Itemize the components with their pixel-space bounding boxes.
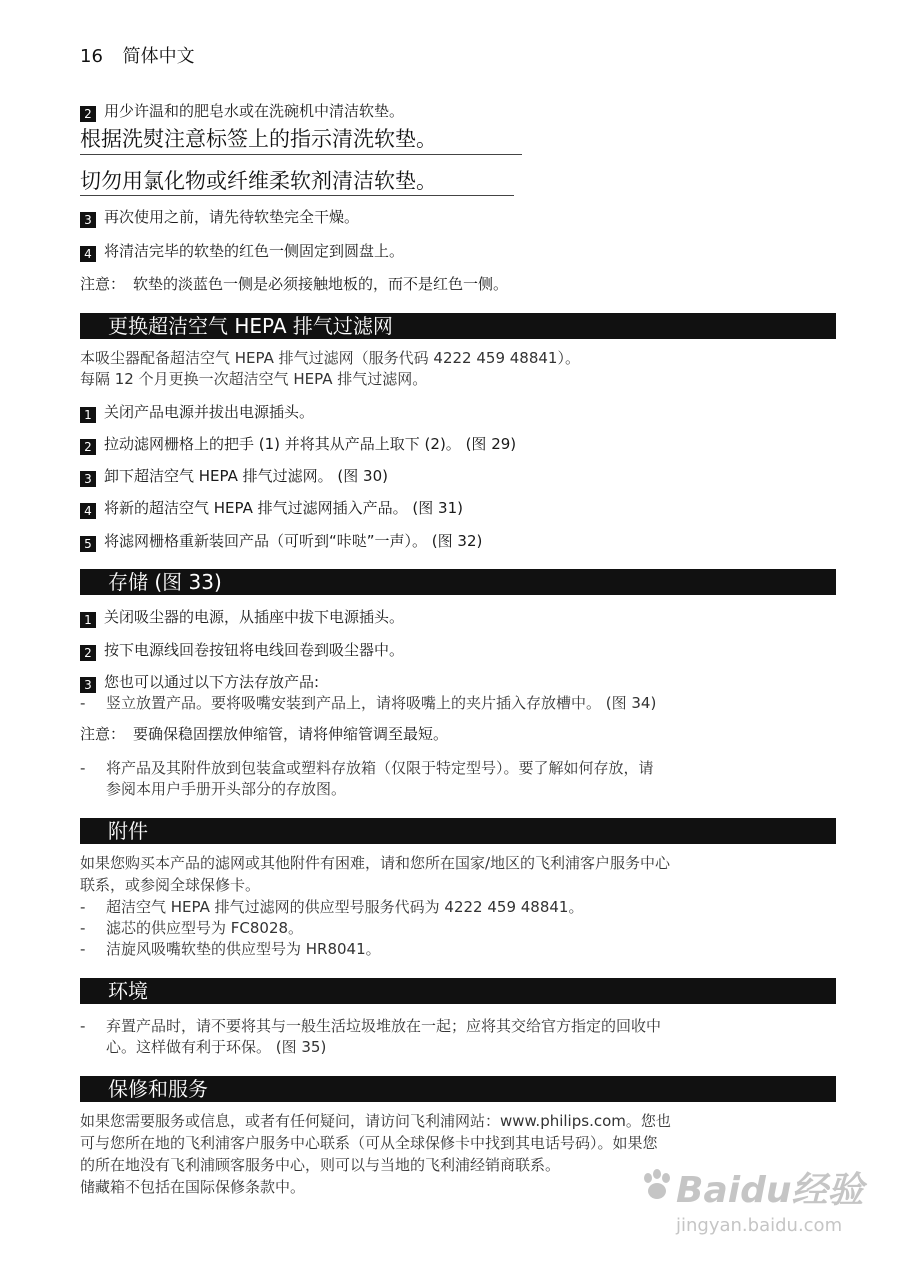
bullet-dash: - bbox=[80, 898, 86, 916]
storage-bullet-2-line-1: 将产品及其附件放到包装盒或塑料存放箱（仅限于特定型号）。要了解如何存放，请 bbox=[106, 759, 654, 777]
watermark-logo-text: Baidu经验 bbox=[676, 1170, 864, 1211]
storage-bullet-1: 竖立放置产品。要将吸嘴安装到产品上，请将吸嘴上的夹片插入存放槽中。 (图 34) bbox=[106, 694, 657, 712]
hepa-step-3 bbox=[80, 466, 388, 487]
step-text: 卸下超洁空气 HEPA 排气过滤网。 (图 30) bbox=[104, 467, 388, 485]
step-number: 2 bbox=[80, 645, 96, 661]
step-text: 关闭产品电源并拔出电源插头。 bbox=[104, 403, 315, 421]
hepa-intro-1: 本吸尘器配备超洁空气 HEPA 排气过滤网（服务代码 4222 459 48841）。 bbox=[80, 349, 580, 367]
step-text: 将滤网栅格重新装回产品（可听到“咔哒”一声）。 (图 32) bbox=[104, 532, 483, 550]
hepa-step-1 bbox=[80, 402, 314, 423]
accessories-intro-1: 如果您购买本产品的滤网或其他附件有困难，请和您所在国家/地区的飞利浦客户服务中心 bbox=[80, 854, 671, 872]
step-number: 2 bbox=[80, 439, 96, 455]
step-number: 1 bbox=[80, 407, 96, 423]
warranty-line-1: 如果您需要服务或信息，或者有任何疑问，请访问飞利浦网站：www.philips.com。您也 bbox=[80, 1112, 671, 1130]
warranty-line-4: 储藏箱不包括在国际保修条款中。 bbox=[80, 1178, 306, 1196]
step-text: 按下电源线回卷按钮将电线回卷到吸尘器中。 bbox=[104, 641, 405, 659]
storage-step-3 bbox=[80, 672, 319, 693]
accessory-item: 超洁空气 HEPA 排气过滤网的供应型号服务代码为 4222 459 48841。 bbox=[106, 898, 584, 916]
note-label: 注意： bbox=[80, 725, 126, 743]
cleaning-note bbox=[80, 274, 508, 295]
section-title-environment: 环境 bbox=[80, 978, 836, 1004]
step-text: 关闭吸尘器的电源，从插座中拔下电源插头。 bbox=[104, 608, 405, 626]
accessory-item: 洁旋风吸嘴软垫的供应型号为 HR8041。 bbox=[106, 940, 381, 958]
storage-note bbox=[80, 724, 448, 745]
hepa-intro-2: 每隔 12 个月更换一次超洁空气 HEPA 排气过滤网。 bbox=[80, 370, 428, 388]
bullet-dash: - bbox=[80, 1017, 86, 1035]
accessory-item: 滤芯的供应型号为 FC8028。 bbox=[106, 919, 304, 937]
section-title-storage: 存储 (图 33) bbox=[80, 569, 836, 595]
step-number: 3 bbox=[80, 212, 96, 228]
environment-line-2: 心。这样做有利于环保。 (图 35) bbox=[106, 1038, 327, 1056]
step-text: 将新的超洁空气 HEPA 排气过滤网插入产品。 (图 31) bbox=[104, 499, 463, 517]
step-text: 用少许温和的肥皂水或在洗碗机中清洁软垫。 bbox=[104, 102, 405, 120]
divider bbox=[80, 154, 522, 155]
warranty-line-3: 的所在地没有飞利浦顾客服务中心，则可以与当地的飞利浦经销商联系。 bbox=[80, 1156, 561, 1174]
storage-step-2 bbox=[80, 640, 404, 661]
note-text: 软垫的淡蓝色一侧是必须接触地板的，而不是红色一侧。 bbox=[133, 275, 509, 293]
warning-heading-2: 切勿用氯化物或纤维柔软剂清洁软垫。 bbox=[80, 169, 437, 193]
step-number: 3 bbox=[80, 471, 96, 487]
watermark-logo bbox=[640, 1168, 863, 1213]
step-number: 5 bbox=[80, 536, 96, 552]
step-number: 2 bbox=[80, 106, 96, 122]
watermark-url: jingyan.baidu.com bbox=[676, 1215, 843, 1236]
note-text: 要确保稳固摆放伸缩管，请将伸缩管调至最短。 bbox=[133, 725, 449, 743]
bullet-dash: - bbox=[80, 940, 86, 958]
step-text: 再次使用之前，请先待软垫完全干燥。 bbox=[104, 208, 360, 226]
step-number: 4 bbox=[80, 246, 96, 262]
language-label: 简体中文 bbox=[122, 46, 195, 67]
warning-heading-1: 根据洗熨注意标签上的指示清洗软垫。 bbox=[80, 127, 437, 151]
page-number: 16 bbox=[80, 46, 103, 67]
bullet-dash: - bbox=[80, 759, 86, 777]
page-header bbox=[80, 44, 195, 70]
environment-line-1: 弃置产品时，请不要将其与一般生活垃圾堆放在一起；应将其交给官方指定的回收中 bbox=[106, 1017, 662, 1035]
section-title-warranty: 保修和服务 bbox=[80, 1076, 836, 1102]
cleaning-step-3 bbox=[80, 207, 359, 228]
bullet-dash: - bbox=[80, 694, 86, 712]
accessories-intro-2: 联系，或参阅全球保修卡。 bbox=[80, 876, 261, 894]
divider bbox=[80, 195, 514, 196]
step-text: 拉动滤网栅格上的把手 (1) 并将其从产品上取下 (2)。 (图 29) bbox=[104, 435, 517, 453]
bullet-dash: - bbox=[80, 919, 86, 937]
storage-bullet-2-line-2: 参阅本用户手册开头部分的存放图。 bbox=[106, 780, 347, 798]
warranty-line-2: 可与您所在地的飞利浦客户服务中心联系（可从全球保修卡中找到其电话号码）。如果您 bbox=[80, 1134, 658, 1152]
section-title-hepa: 更换超洁空气 HEPA 排气过滤网 bbox=[80, 313, 836, 339]
storage-step-1 bbox=[80, 607, 404, 628]
step-number: 4 bbox=[80, 503, 96, 519]
note-label: 注意： bbox=[80, 275, 126, 293]
step-number: 3 bbox=[80, 677, 96, 693]
cleaning-step-2 bbox=[80, 101, 404, 122]
hepa-step-4 bbox=[80, 498, 463, 519]
cleaning-step-4 bbox=[80, 241, 404, 262]
hepa-step-2 bbox=[80, 434, 516, 455]
step-text: 将清洁完毕的软垫的红色一侧固定到圆盘上。 bbox=[104, 242, 405, 260]
section-title-accessories: 附件 bbox=[80, 818, 836, 844]
step-text: 您也可以通过以下方法存放产品: bbox=[104, 673, 320, 691]
step-number: 1 bbox=[80, 612, 96, 628]
hepa-step-5 bbox=[80, 531, 482, 552]
paw-icon bbox=[640, 1168, 674, 1213]
